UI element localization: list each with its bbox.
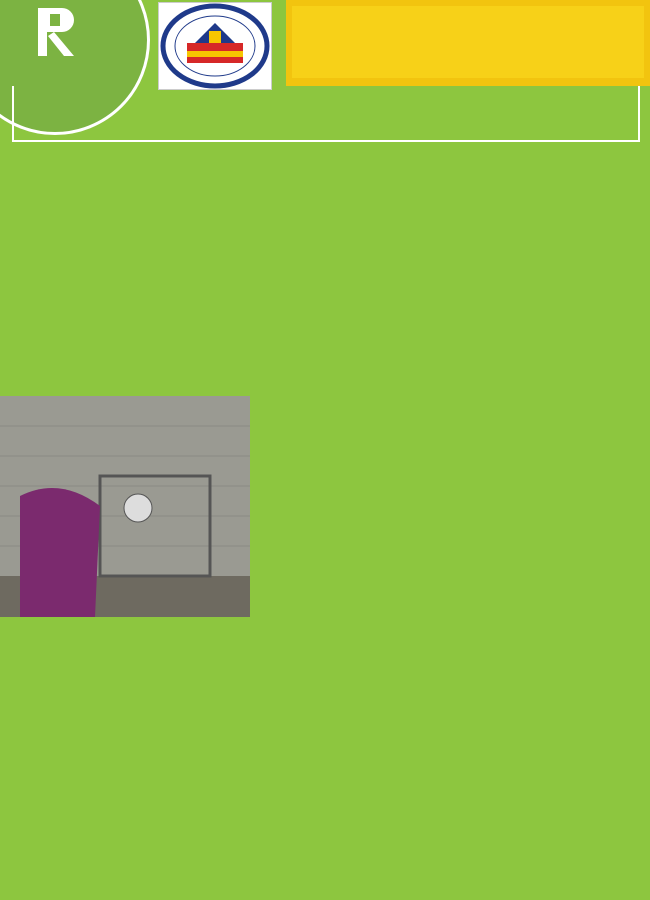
photo-weighing-pigs xyxy=(0,396,250,617)
red-itc-logo-icon xyxy=(34,6,78,58)
slogan-banner xyxy=(292,6,644,78)
title-frame xyxy=(12,86,640,142)
header xyxy=(0,0,650,148)
article-body xyxy=(6,162,646,178)
institute-seal-icon xyxy=(159,3,271,89)
institute-badge xyxy=(158,2,272,90)
